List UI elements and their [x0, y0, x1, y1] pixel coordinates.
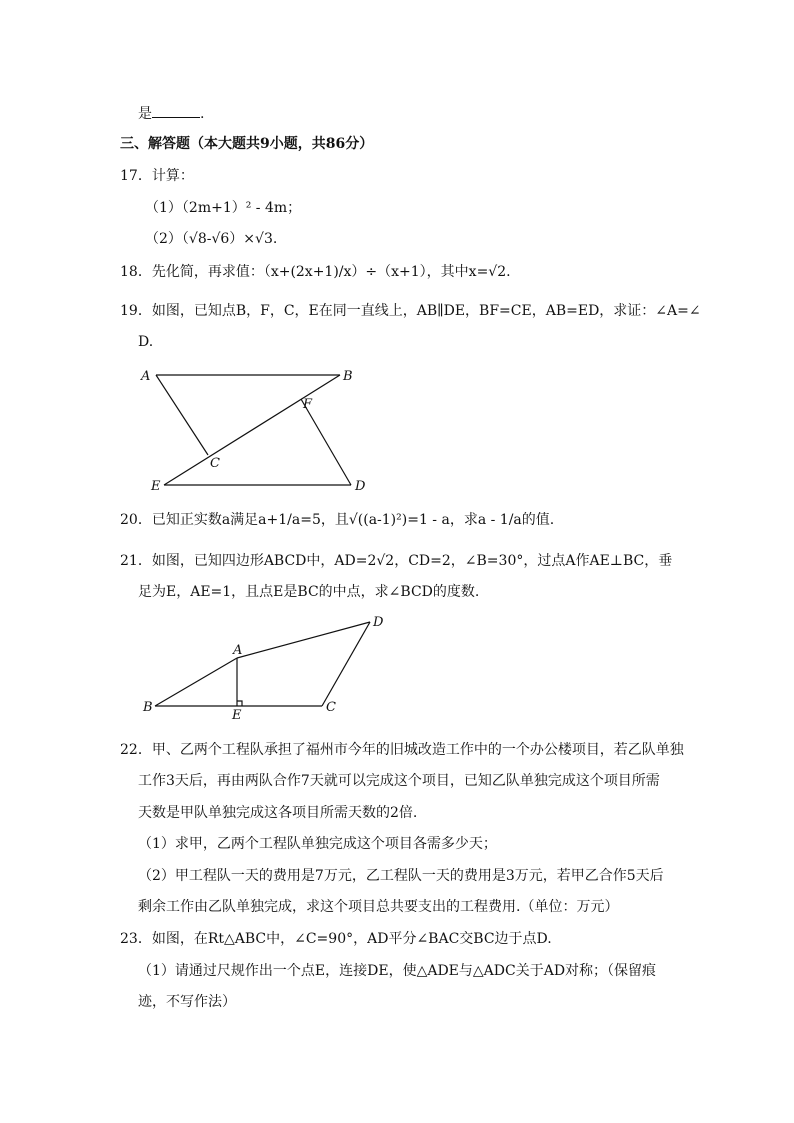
fig2-label-E: E	[232, 708, 242, 723]
fig2-label-D: D	[373, 615, 384, 630]
q20-text: 20．已知正实数a满足a+1/a=5，且√((a-1)²)=1 - a，求a - 1/a的值.	[120, 512, 555, 528]
q17-part2: （2）（√8-√6）×√3.	[145, 231, 278, 247]
q19-line1: 19．如图，已知点B，F，C，E在同一直线上，AB∥DE，BF=CE，AB=ED，求证：∠A=∠	[120, 303, 701, 319]
segment-DC	[322, 622, 370, 706]
fig2-label-A: A	[233, 643, 243, 658]
fig1-label-F: F	[303, 397, 313, 412]
q16-suffix: .	[200, 106, 205, 122]
fig1-label-B: B	[343, 369, 353, 384]
section-title: 三、解答题（本大题共9小题，共86分）	[120, 136, 374, 152]
q16-prefix: 是	[138, 106, 152, 122]
fig2-label-B: B	[143, 700, 153, 715]
q22-part2a: （2）甲工程队一天的费用是7万元，乙工程队一天的费用是3万元，若甲乙合作5天后	[138, 868, 664, 884]
fig2-label-C: C	[326, 700, 336, 715]
q18-text: 18．先化简，再求值：（x+(2x+1)/x）÷（x+1），其中x=√2.	[120, 264, 511, 280]
q21-line1: 21．如图，已知四边形ABCD中，AD=2√2，CD=2，∠B=30°，过点A作AE⊥BC，垂	[120, 553, 673, 569]
segment-BA	[155, 658, 237, 706]
right-angle-mark	[237, 701, 242, 706]
q22-line1: 22．甲、乙两个工程队承担了福州市今年的旧城改造工作中的一个办公楼项目，若乙队单独	[120, 742, 684, 758]
q22-part1: （1）求甲，乙两个工程队单独完成这个项目各需多少天；	[138, 836, 497, 852]
fig1-label-D: D	[355, 479, 366, 494]
fig1-label-E: E	[151, 479, 161, 494]
q23-part1a: （1）请通过尺规作出一个点E，连接DE，使△ADE与△ADC关于AD对称；（保留痕	[138, 963, 657, 979]
q19-line2: D.	[138, 334, 154, 350]
q17-stem: 17．计算：	[120, 168, 194, 184]
q22-line3: 天数是甲队单独完成这各项目所需天数的2倍.	[138, 805, 418, 821]
q21-line2: 足为E，AE=1，且点E是BC的中点，求∠BCD的度数.	[138, 584, 480, 600]
q23-line1: 23．如图，在Rt△ABC中，∠C=90°，AD平分∠BAC交BC边于点D.	[120, 931, 552, 947]
q22-line2: 工作3天后，再由两队合作7天就可以完成这个项目，已知乙队单独完成这个项目所需	[138, 773, 660, 789]
q23-part1b: 迹，不写作法）	[138, 994, 236, 1010]
fig1-label-A: A	[141, 369, 151, 384]
segment-AD	[237, 622, 370, 658]
q17-part1: （1）（2m+1）² - 4m；	[145, 200, 302, 216]
fig1-label-C: C	[210, 456, 220, 471]
q22-part2b: 剩余工作由乙队单独完成，求这个项目总共要支出的工程费用.（单位：万元）	[138, 899, 619, 915]
